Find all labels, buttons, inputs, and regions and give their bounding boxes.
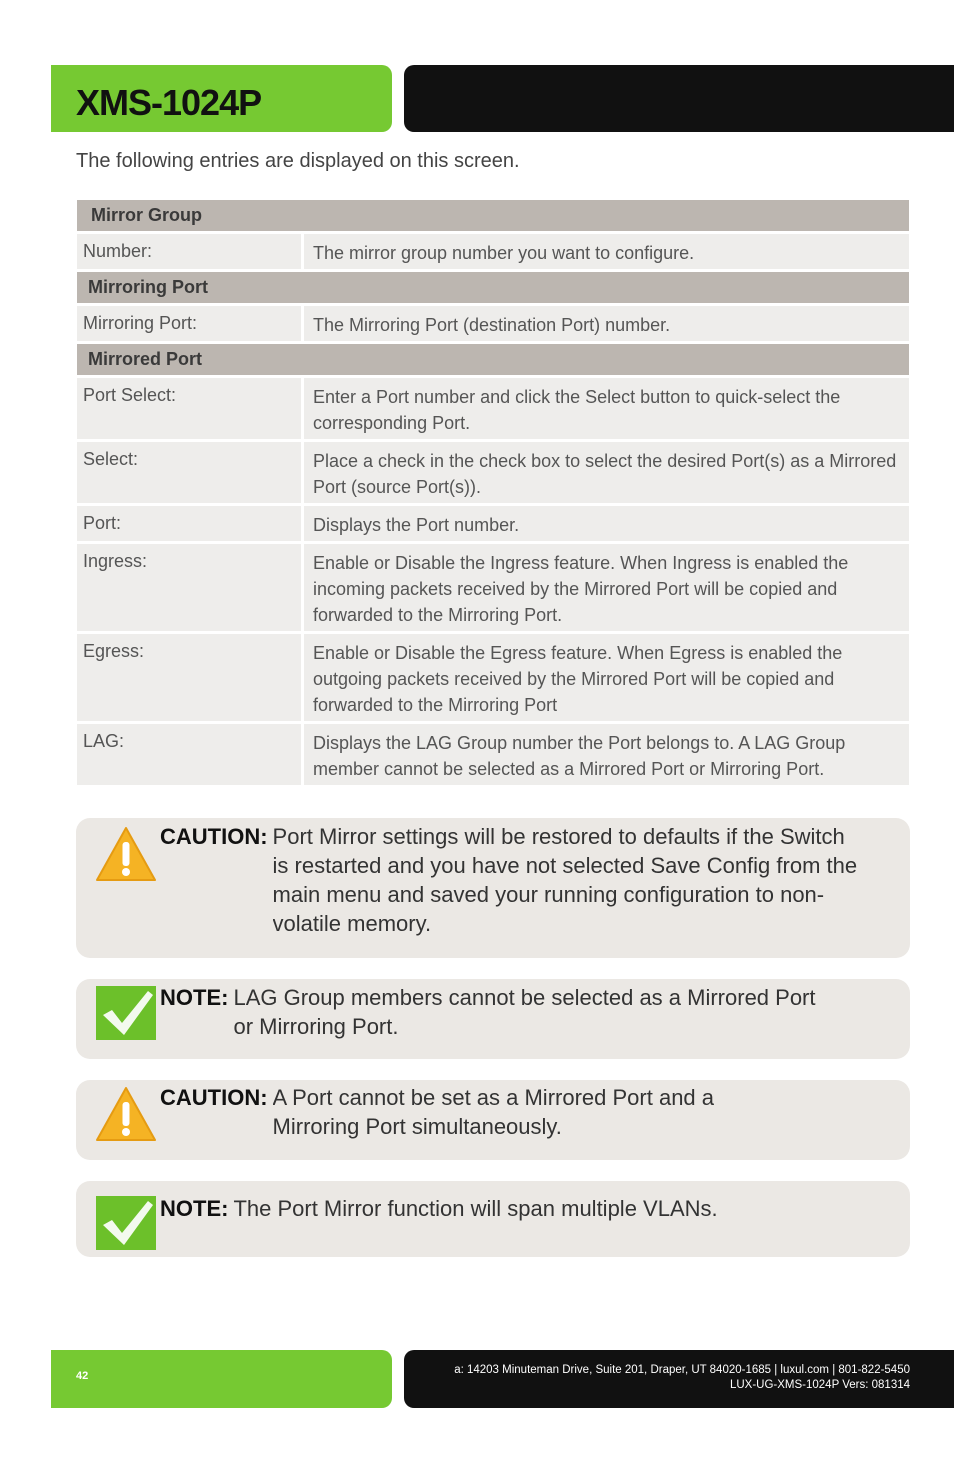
- warning-icon: [95, 826, 157, 882]
- footer-address-block: [454, 1363, 910, 1393]
- section-title: Mirror Group: [77, 200, 909, 231]
- section-header: [77, 344, 909, 375]
- entry-value: Displays the Port number.: [304, 506, 909, 541]
- table-row: [77, 306, 909, 341]
- section-title: Mirroring Port: [77, 272, 909, 303]
- callout-text: Port Mirror settings will be restored to defaults if the Switch is restarted and you have not selected Save Config from the main menu and saved your running configuration to non-volatile memory.: [272, 824, 858, 936]
- table-row: [77, 378, 909, 439]
- page-title: XMS-1024P: [76, 82, 262, 123]
- caution-callout: [76, 818, 910, 958]
- entry-value: Enter a Port number and click the Select button to quick-select the corresponding Port.: [304, 378, 909, 439]
- entry-value: Place a check in the check box to select the desired Port(s) as a Mirrored Port (source Port(s)).: [304, 442, 909, 503]
- note-callout: [76, 1181, 910, 1257]
- callout-body: [160, 1194, 860, 1223]
- warning-icon: [95, 1086, 157, 1142]
- entry-value: Enable or Disable the Egress feature. When Egress is enabled the outgoing packets received by the Mirrored Port will be copied and forwarded to the Mirroring Port: [304, 634, 909, 721]
- callout-text: A Port cannot be set as a Mirrored Port and a Mirroring Port simultaneously.: [272, 1085, 715, 1139]
- callout-label: NOTE:: [160, 985, 229, 1010]
- page-number: 42: [76, 1370, 89, 1382]
- entry-key: Number:: [77, 234, 304, 269]
- callout-label: NOTE:: [160, 1196, 229, 1221]
- entry-key: Port Select:: [77, 378, 304, 439]
- callout-body: [160, 822, 860, 938]
- table-row: [77, 544, 909, 631]
- callout-text: LAG Group members cannot be selected as a Mirrored Port or Mirroring Port.: [233, 985, 816, 1039]
- checkmark-icon: [95, 985, 157, 1041]
- entry-key: Egress:: [77, 634, 304, 721]
- entry-key: Port:: [77, 506, 304, 541]
- caution-callout: [76, 1080, 910, 1160]
- footer-green-bar: [51, 1350, 392, 1408]
- table-row: [77, 506, 909, 541]
- entry-key: Select:: [77, 442, 304, 503]
- entries-table: [77, 197, 909, 788]
- table-row: [77, 634, 909, 721]
- entry-key: Mirroring Port:: [77, 306, 304, 341]
- header-black-bar: [404, 65, 954, 132]
- section-title: Mirrored Port: [77, 344, 909, 375]
- table-row: [77, 234, 909, 269]
- callout-label: CAUTION:: [160, 1085, 268, 1110]
- entry-value: The Mirroring Port (destination Port) number.: [304, 306, 909, 341]
- entry-value: Displays the LAG Group number the Port belongs to. A LAG Group member cannot be selected as a Mirrored Port or Mirroring Port.: [304, 724, 909, 785]
- callout-body: [160, 983, 830, 1041]
- table-row: [77, 442, 909, 503]
- footer-address: a: 14203 Minuteman Drive, Suite 201, Draper, UT 84020-1685 | luxul.com | 801-822-5450: [454, 1364, 910, 1376]
- table-row: [77, 724, 909, 785]
- callout-text: The Port Mirror function will span multiple VLANs.: [233, 1196, 718, 1221]
- callout-label: CAUTION:: [160, 824, 268, 849]
- footer-doc-id: LUX-UG-XMS-1024P Vers: 081314: [729, 1379, 910, 1391]
- callout-body: [160, 1083, 800, 1141]
- section-header: [77, 200, 909, 231]
- entry-key: LAG:: [77, 724, 304, 785]
- checkmark-icon: [95, 1195, 157, 1251]
- section-header: [77, 272, 909, 303]
- note-callout: [76, 979, 910, 1059]
- intro-text: The following entries are displayed on this screen.: [76, 150, 520, 172]
- entry-key: Ingress:: [77, 544, 304, 631]
- entry-value: Enable or Disable the Ingress feature. When Ingress is enabled the incoming packets received by the Mirrored Port will be copied and forwarded to the Mirroring Port.: [304, 544, 909, 631]
- entry-value: The mirror group number you want to configure.: [304, 234, 909, 269]
